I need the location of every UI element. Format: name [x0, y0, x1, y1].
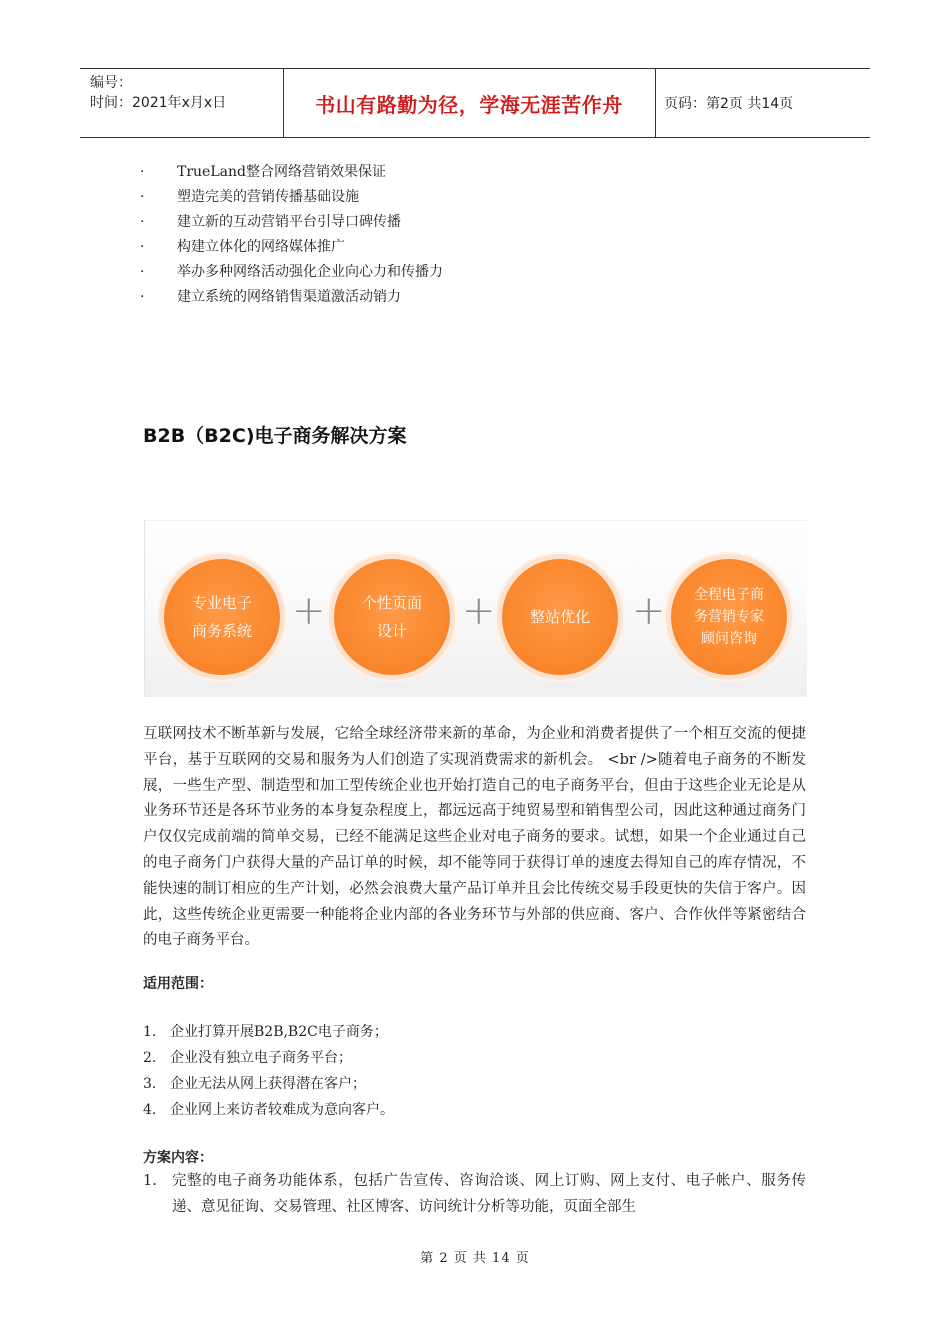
- bullet-icon: ·: [140, 214, 145, 230]
- bullet-icon: ·: [140, 239, 145, 255]
- banner-circle: 个性页面 设计: [334, 559, 450, 675]
- scope-title: 适用范围：: [143, 976, 213, 992]
- banner-circle: 整站优化: [502, 559, 618, 675]
- intro-paragraph: 互联网技术不断革新与发展，它给全球经济带来新的革命，为企业和消费者提供了一个相互交流的便捷平台，基于互联网的交易和服务为人们创造了实现消费需求的新机会。 <br />随着电子商务的不断发展，一些生产型、制造型和加工型传统企业也开始打造自己的电子商务平台，但由于这些企业无论是从业务环节还是各环节业务的本身复杂程度上，都远远高于纯贸易型和销售型公司，因此这种通过商务门户仅仅完成前端的简单交易，已经不能满足这些企业对电子商务的要求。试想，如果一个企业通过自己的电子商务门户获得大量的产品订单的时候，却不能等同于获得订单的速度去得知自己的库存情况，不能快速的制订相应的生产计划，必然会浪费大量产品订单并且会比传统交易手段更快的失信于客户。因此，这些传统企业更需要一种能将企业内部的各业务环节与外部的供应商、客户、合作伙伴等紧密结合的电子商务平台。: [143, 726, 806, 949]
- content-title: 方案内容：: [143, 1150, 213, 1166]
- list-item: 3. 企业无法从网上获得潜在客户；: [143, 1076, 366, 1092]
- header-meta: [90, 73, 226, 113]
- plus-icon: +: [462, 588, 496, 634]
- list-item: 4. 企业网上来访者较难成为意向客户。: [143, 1102, 394, 1118]
- bullet-icon: ·: [140, 264, 145, 280]
- plus-icon: +: [632, 588, 666, 634]
- bullet-icon: ·: [140, 164, 145, 180]
- page-info: 页码：第2页 共14页: [664, 96, 794, 112]
- list-item: · 塑造完美的营销传播基础设施: [140, 185, 443, 210]
- time-label: 时间：2021年x月x日: [90, 95, 227, 111]
- plus-icon: +: [292, 588, 326, 634]
- banner-circle: 全程电子商 务营销专家 顾问咨询: [671, 559, 787, 675]
- scope-list: [143, 1019, 394, 1123]
- list-item: · 建立系统的网络销售渠道激活动销力: [140, 285, 443, 310]
- page-header: [80, 68, 870, 138]
- list-item: 1. 企业打算开展B2B,B2C电子商务；: [143, 1024, 388, 1040]
- list-item: · TrueLand整合网络营销效果保证: [140, 160, 443, 185]
- header-divider: [655, 69, 656, 137]
- list-item: 2. 企业没有独立电子商务平台；: [143, 1050, 352, 1066]
- list-item: · 构建立体化的网络媒体推广: [140, 235, 443, 260]
- bullet-icon: ·: [140, 189, 145, 205]
- content-item: 1. 完整的电子商务功能体系，包括广告宣传、咨询洽谈、网上订购、网上支付、电子帐户、服务传递、意见征询、交易管理、社区博客、访问统计分析等功能，页面全部生: [143, 1173, 806, 1215]
- list-item: · 举办多种网络活动强化企业向心力和传播力: [140, 260, 443, 285]
- feature-list: [140, 160, 443, 310]
- page-footer: 第 2 页 共 14 页: [420, 1251, 530, 1266]
- number-label: 编号：: [90, 75, 132, 91]
- banner-circle: 专业电子 商务系统: [164, 559, 280, 675]
- bullet-icon: ·: [140, 289, 145, 305]
- header-motto: 书山有路勤为径，学海无涯苦作舟: [315, 93, 623, 117]
- section-title: B2B（B2C)电子商务解决方案: [143, 425, 407, 447]
- solution-banner: [144, 520, 807, 697]
- list-item: · 建立新的互动营销平台引导口碑传播: [140, 210, 443, 235]
